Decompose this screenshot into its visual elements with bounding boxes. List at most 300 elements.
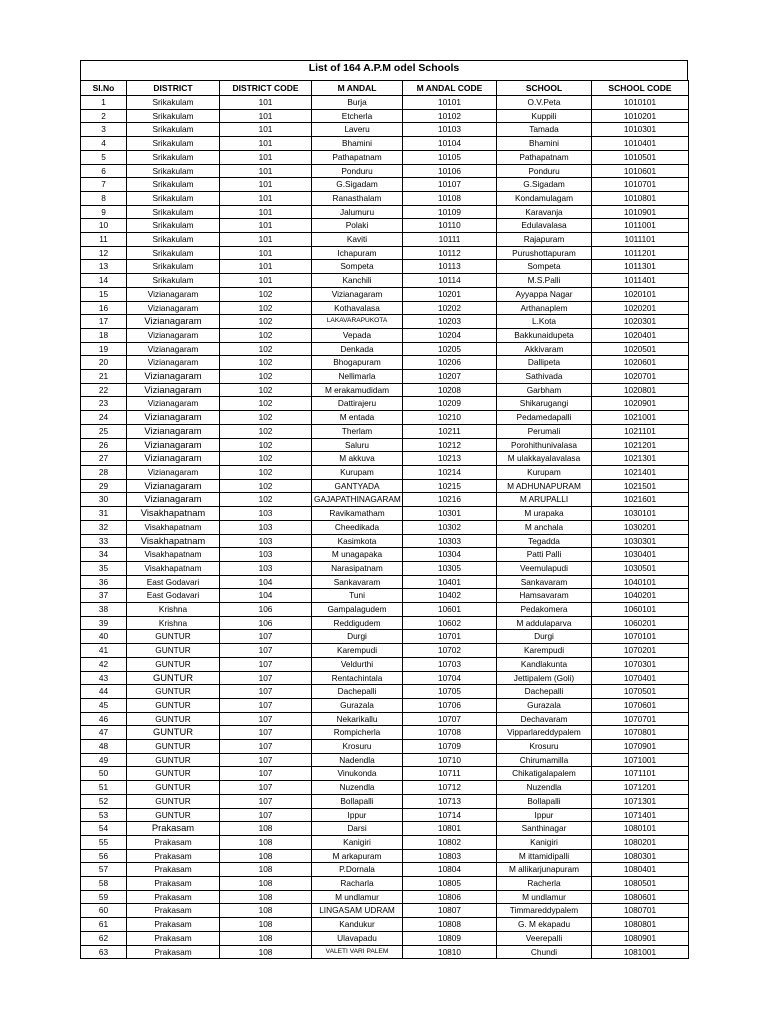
header-mandal-code: M ANDAL CODE bbox=[403, 81, 497, 96]
table-row bbox=[81, 877, 689, 891]
cell-school: Sompeta bbox=[497, 260, 592, 274]
cell-mandal: Krosuru bbox=[312, 740, 403, 754]
cell-district: Srikakulam bbox=[127, 150, 220, 164]
cell-school: Akkivaram bbox=[497, 342, 592, 356]
cell-district-code: 108 bbox=[220, 945, 312, 959]
cell-school-code: 1080401 bbox=[592, 863, 689, 877]
cell-mandal-code: 10803 bbox=[403, 849, 497, 863]
table-row bbox=[81, 178, 689, 192]
table-row bbox=[81, 767, 689, 781]
table-row bbox=[81, 548, 689, 562]
table-row bbox=[81, 205, 689, 219]
cell-school: M.S.Palli bbox=[497, 274, 592, 288]
cell-school: Pathapatnam bbox=[497, 150, 592, 164]
cell-mandal-code: 10212 bbox=[403, 438, 497, 452]
cell-district: Prakasam bbox=[127, 822, 220, 836]
cell-school: Kondamulagam bbox=[497, 191, 592, 205]
cell-school-code: 1010401 bbox=[592, 137, 689, 151]
cell-school-code: 1020101 bbox=[592, 287, 689, 301]
cell-school: Racherla bbox=[497, 877, 592, 891]
table-row bbox=[81, 109, 689, 123]
cell-mandal-code: 10708 bbox=[403, 726, 497, 740]
cell-district: Vizianagaram bbox=[127, 452, 220, 466]
cell-district-code: 101 bbox=[220, 260, 312, 274]
cell-school: M undlamur bbox=[497, 890, 592, 904]
table-row bbox=[81, 918, 689, 932]
cell-district: GUNTUR bbox=[127, 794, 220, 808]
cell-school-code: 1080601 bbox=[592, 890, 689, 904]
cell-district: Vizianagaram bbox=[127, 411, 220, 425]
cell-district-code: 107 bbox=[220, 712, 312, 726]
cell-mandal: Nekarikallu bbox=[312, 712, 403, 726]
cell-district-code: 101 bbox=[220, 150, 312, 164]
cell-district-code: 103 bbox=[220, 507, 312, 521]
cell-mandal-code: 10206 bbox=[403, 356, 497, 370]
cell-slno: 40 bbox=[81, 630, 127, 644]
cell-district: Prakasam bbox=[127, 835, 220, 849]
cell-school-code: 1011001 bbox=[592, 219, 689, 233]
cell-mandal: Sompeta bbox=[312, 260, 403, 274]
cell-school-code: 1070501 bbox=[592, 685, 689, 699]
cell-mandal-code: 10102 bbox=[403, 109, 497, 123]
cell-school: M ulakkayalavalasa bbox=[497, 452, 592, 466]
cell-district: Prakasam bbox=[127, 918, 220, 932]
cell-district-code: 101 bbox=[220, 137, 312, 151]
cell-school-code: 1021401 bbox=[592, 465, 689, 479]
cell-mandal-code: 10216 bbox=[403, 493, 497, 507]
cell-district-code: 108 bbox=[220, 849, 312, 863]
cell-slno: 60 bbox=[81, 904, 127, 918]
cell-district: Krishna bbox=[127, 616, 220, 630]
cell-district: Srikakulam bbox=[127, 219, 220, 233]
cell-school-code: 1030101 bbox=[592, 507, 689, 521]
header-mandal: M ANDAL bbox=[312, 81, 403, 96]
cell-district: Vizianagaram bbox=[127, 493, 220, 507]
table-row bbox=[81, 726, 689, 740]
cell-district-code: 102 bbox=[220, 315, 312, 329]
cell-district-code: 102 bbox=[220, 411, 312, 425]
cell-school: M anchala bbox=[497, 520, 592, 534]
cell-school: L.Kota bbox=[497, 315, 592, 329]
cell-school: Tegadda bbox=[497, 534, 592, 548]
header-school: SCHOOL bbox=[497, 81, 592, 96]
cell-district-code: 101 bbox=[220, 219, 312, 233]
table-row bbox=[81, 671, 689, 685]
cell-district: Vizianagaram bbox=[127, 370, 220, 384]
cell-district-code: 103 bbox=[220, 520, 312, 534]
cell-mandal: Kothavalasa bbox=[312, 301, 403, 315]
cell-school: Hamsavaram bbox=[497, 589, 592, 603]
table-row bbox=[81, 904, 689, 918]
cell-mandal-code: 10808 bbox=[403, 918, 497, 932]
cell-school-code: 1080901 bbox=[592, 931, 689, 945]
table-row bbox=[81, 383, 689, 397]
cell-slno: 55 bbox=[81, 835, 127, 849]
cell-mandal: Kaviti bbox=[312, 233, 403, 247]
cell-mandal-code: 10702 bbox=[403, 644, 497, 658]
cell-mandal-code: 10111 bbox=[403, 233, 497, 247]
cell-district: GUNTUR bbox=[127, 726, 220, 740]
cell-school: G.Sigadam bbox=[497, 178, 592, 192]
cell-mandal-code: 10304 bbox=[403, 548, 497, 562]
cell-mandal-code: 10107 bbox=[403, 178, 497, 192]
cell-mandal: Bhogapuram bbox=[312, 356, 403, 370]
cell-district: Vizianagaram bbox=[127, 315, 220, 329]
cell-district-code: 107 bbox=[220, 657, 312, 671]
cell-mandal: Gurazala bbox=[312, 698, 403, 712]
cell-district: Vizianagaram bbox=[127, 356, 220, 370]
cell-slno: 11 bbox=[81, 233, 127, 247]
cell-district: GUNTUR bbox=[127, 657, 220, 671]
cell-school: Veerepalli bbox=[497, 931, 592, 945]
cell-mandal: Ippur bbox=[312, 808, 403, 822]
table-row bbox=[81, 465, 689, 479]
cell-school: Bhamini bbox=[497, 137, 592, 151]
cell-mandal-code: 10602 bbox=[403, 616, 497, 630]
table-row bbox=[81, 849, 689, 863]
cell-district-code: 101 bbox=[220, 233, 312, 247]
cell-district-code: 106 bbox=[220, 616, 312, 630]
cell-school-code: 1070301 bbox=[592, 657, 689, 671]
cell-mandal: Dachepalli bbox=[312, 685, 403, 699]
cell-mandal-code: 10706 bbox=[403, 698, 497, 712]
cell-district: GUNTUR bbox=[127, 630, 220, 644]
cell-mandal: Durgi bbox=[312, 630, 403, 644]
cell-mandal: Nadendla bbox=[312, 753, 403, 767]
cell-mandal-code: 10101 bbox=[403, 96, 497, 110]
cell-school: M ARUPALLI bbox=[497, 493, 592, 507]
cell-school-code: 1011401 bbox=[592, 274, 689, 288]
cell-mandal: Ichapuram bbox=[312, 246, 403, 260]
cell-mandal-code: 10601 bbox=[403, 603, 497, 617]
cell-mandal-code: 10105 bbox=[403, 150, 497, 164]
cell-school: M urapaka bbox=[497, 507, 592, 521]
cell-mandal: G.Sigadam bbox=[312, 178, 403, 192]
cell-mandal-code: 10804 bbox=[403, 863, 497, 877]
table-row bbox=[81, 603, 689, 617]
cell-district-code: 102 bbox=[220, 383, 312, 397]
cell-school: Shikarugangi bbox=[497, 397, 592, 411]
cell-district-code: 102 bbox=[220, 301, 312, 315]
cell-district: Vizianagaram bbox=[127, 397, 220, 411]
cell-district: Prakasam bbox=[127, 877, 220, 891]
cell-slno: 1 bbox=[81, 96, 127, 110]
cell-slno: 46 bbox=[81, 712, 127, 726]
cell-school-code: 1071401 bbox=[592, 808, 689, 822]
cell-slno: 24 bbox=[81, 411, 127, 425]
cell-district: GUNTUR bbox=[127, 671, 220, 685]
cell-slno: 7 bbox=[81, 178, 127, 192]
cell-district: GUNTUR bbox=[127, 712, 220, 726]
cell-district: GUNTUR bbox=[127, 767, 220, 781]
cell-district: Vizianagaram bbox=[127, 287, 220, 301]
cell-district: Prakasam bbox=[127, 849, 220, 863]
cell-slno: 8 bbox=[81, 191, 127, 205]
table-row bbox=[81, 534, 689, 548]
cell-school-code: 1040201 bbox=[592, 589, 689, 603]
cell-mandal-code: 10402 bbox=[403, 589, 497, 603]
cell-slno: 51 bbox=[81, 781, 127, 795]
cell-school-code: 1070801 bbox=[592, 726, 689, 740]
table-row bbox=[81, 246, 689, 260]
cell-school: Gurazala bbox=[497, 698, 592, 712]
table-row bbox=[81, 315, 689, 329]
cell-district-code: 107 bbox=[220, 781, 312, 795]
table-row bbox=[81, 685, 689, 699]
cell-mandal: Bhamini bbox=[312, 137, 403, 151]
cell-mandal-code: 10201 bbox=[403, 287, 497, 301]
cell-mandal-code: 10305 bbox=[403, 561, 497, 575]
cell-district-code: 104 bbox=[220, 589, 312, 603]
cell-school-code: 1021101 bbox=[592, 424, 689, 438]
cell-district: Visakhapatnam bbox=[127, 534, 220, 548]
cell-district-code: 108 bbox=[220, 835, 312, 849]
cell-school-code: 1030201 bbox=[592, 520, 689, 534]
cell-school-code: 1011301 bbox=[592, 260, 689, 274]
cell-district-code: 101 bbox=[220, 123, 312, 137]
cell-mandal-code: 10205 bbox=[403, 342, 497, 356]
cell-district-code: 107 bbox=[220, 808, 312, 822]
table-row bbox=[81, 575, 689, 589]
cell-district-code: 107 bbox=[220, 698, 312, 712]
cell-district: GUNTUR bbox=[127, 685, 220, 699]
cell-mandal-code: 10705 bbox=[403, 685, 497, 699]
table-row bbox=[81, 808, 689, 822]
cell-slno: 17 bbox=[81, 315, 127, 329]
cell-district: Prakasam bbox=[127, 863, 220, 877]
cell-mandal: Reddigudem bbox=[312, 616, 403, 630]
cell-school-code: 1080201 bbox=[592, 835, 689, 849]
cell-mandal: Therlam bbox=[312, 424, 403, 438]
cell-district: Srikakulam bbox=[127, 246, 220, 260]
cell-district: Vizianagaram bbox=[127, 438, 220, 452]
cell-district: GUNTUR bbox=[127, 781, 220, 795]
table-row bbox=[81, 740, 689, 754]
cell-slno: 16 bbox=[81, 301, 127, 315]
cell-school: M ittamidipalli bbox=[497, 849, 592, 863]
cell-slno: 33 bbox=[81, 534, 127, 548]
cell-slno: 37 bbox=[81, 589, 127, 603]
table-row bbox=[81, 630, 689, 644]
cell-district-code: 108 bbox=[220, 890, 312, 904]
table-row bbox=[81, 96, 689, 110]
cell-mandal-code: 10709 bbox=[403, 740, 497, 754]
cell-district: GUNTUR bbox=[127, 808, 220, 822]
table-row bbox=[81, 260, 689, 274]
table-row bbox=[81, 452, 689, 466]
cell-mandal-code: 10204 bbox=[403, 328, 497, 342]
cell-slno: 6 bbox=[81, 164, 127, 178]
cell-slno: 44 bbox=[81, 685, 127, 699]
cell-school: Chirumamilla bbox=[497, 753, 592, 767]
cell-district-code: 103 bbox=[220, 534, 312, 548]
cell-district: Srikakulam bbox=[127, 96, 220, 110]
cell-slno: 53 bbox=[81, 808, 127, 822]
cell-mandal: Kanigiri bbox=[312, 835, 403, 849]
cell-slno: 10 bbox=[81, 219, 127, 233]
cell-mandal-code: 10203 bbox=[403, 315, 497, 329]
table-body bbox=[81, 96, 689, 959]
cell-school-code: 1081001 bbox=[592, 945, 689, 959]
cell-mandal: Veldurthi bbox=[312, 657, 403, 671]
cell-slno: 43 bbox=[81, 671, 127, 685]
schools-table bbox=[80, 80, 689, 959]
table-row bbox=[81, 698, 689, 712]
table-row bbox=[81, 479, 689, 493]
cell-school-code: 1010101 bbox=[592, 96, 689, 110]
cell-district-code: 101 bbox=[220, 109, 312, 123]
cell-school-code: 1071101 bbox=[592, 767, 689, 781]
cell-mandal: Pathapatnam bbox=[312, 150, 403, 164]
cell-mandal-code: 10213 bbox=[403, 452, 497, 466]
cell-school: M allikarjunapuram bbox=[497, 863, 592, 877]
cell-school-code: 1010301 bbox=[592, 123, 689, 137]
cell-mandal-code: 10710 bbox=[403, 753, 497, 767]
cell-district-code: 108 bbox=[220, 904, 312, 918]
cell-slno: 13 bbox=[81, 260, 127, 274]
cell-district: Srikakulam bbox=[127, 123, 220, 137]
cell-school-code: 1080801 bbox=[592, 918, 689, 932]
cell-slno: 47 bbox=[81, 726, 127, 740]
table-row bbox=[81, 753, 689, 767]
cell-mandal: P.Dornala bbox=[312, 863, 403, 877]
cell-slno: 28 bbox=[81, 465, 127, 479]
table-row bbox=[81, 507, 689, 521]
cell-school: Kurupam bbox=[497, 465, 592, 479]
cell-mandal: Darsi bbox=[312, 822, 403, 836]
cell-mandal: Jalumuru bbox=[312, 205, 403, 219]
cell-district-code: 101 bbox=[220, 246, 312, 260]
cell-mandal: M erakamudidam bbox=[312, 383, 403, 397]
cell-district: Vizianagaram bbox=[127, 424, 220, 438]
cell-mandal-code: 10302 bbox=[403, 520, 497, 534]
table-row bbox=[81, 123, 689, 137]
table-row bbox=[81, 397, 689, 411]
cell-school: Ippur bbox=[497, 808, 592, 822]
cell-school-code: 1070701 bbox=[592, 712, 689, 726]
cell-school: Dachepalli bbox=[497, 685, 592, 699]
cell-mandal: Cheedikada bbox=[312, 520, 403, 534]
cell-district-code: 108 bbox=[220, 918, 312, 932]
cell-school-code: 1020401 bbox=[592, 328, 689, 342]
table-row bbox=[81, 328, 689, 342]
cell-school-code: 1060101 bbox=[592, 603, 689, 617]
cell-slno: 30 bbox=[81, 493, 127, 507]
cell-school-code: 1021501 bbox=[592, 479, 689, 493]
table-row bbox=[81, 274, 689, 288]
cell-slno: 54 bbox=[81, 822, 127, 836]
cell-mandal: Kurupam bbox=[312, 465, 403, 479]
cell-mandal-code: 10801 bbox=[403, 822, 497, 836]
cell-district: Prakasam bbox=[127, 904, 220, 918]
cell-mandal: Racharla bbox=[312, 877, 403, 891]
cell-school-code: 1070101 bbox=[592, 630, 689, 644]
cell-district-code: 102 bbox=[220, 493, 312, 507]
cell-school-code: 1080701 bbox=[592, 904, 689, 918]
cell-school: Karempudi bbox=[497, 644, 592, 658]
cell-district-code: 102 bbox=[220, 438, 312, 452]
cell-mandal: Vizianagaram bbox=[312, 287, 403, 301]
cell-school-code: 1020301 bbox=[592, 315, 689, 329]
cell-district-code: 102 bbox=[220, 465, 312, 479]
cell-slno: 41 bbox=[81, 644, 127, 658]
cell-mandal: Polaki bbox=[312, 219, 403, 233]
cell-school-code: 1021601 bbox=[592, 493, 689, 507]
cell-mandal-code: 10703 bbox=[403, 657, 497, 671]
table-row bbox=[81, 219, 689, 233]
table-row bbox=[81, 712, 689, 726]
cell-slno: 32 bbox=[81, 520, 127, 534]
cell-district-code: 107 bbox=[220, 630, 312, 644]
cell-school: Ayyappa Nagar bbox=[497, 287, 592, 301]
cell-school-code: 1070901 bbox=[592, 740, 689, 754]
cell-mandal-code: 10809 bbox=[403, 931, 497, 945]
cell-school: G. M ekapadu bbox=[497, 918, 592, 932]
table-row bbox=[81, 822, 689, 836]
cell-mandal-code: 10805 bbox=[403, 877, 497, 891]
cell-school-code: 1021201 bbox=[592, 438, 689, 452]
cell-district: Vizianagaram bbox=[127, 479, 220, 493]
cell-school: Sathivada bbox=[497, 370, 592, 384]
cell-district: Srikakulam bbox=[127, 109, 220, 123]
cell-district-code: 107 bbox=[220, 726, 312, 740]
cell-district: Vizianagaram bbox=[127, 383, 220, 397]
cell-slno: 21 bbox=[81, 370, 127, 384]
cell-district-code: 103 bbox=[220, 548, 312, 562]
cell-district: Srikakulam bbox=[127, 164, 220, 178]
cell-district: GUNTUR bbox=[127, 698, 220, 712]
cell-slno: 15 bbox=[81, 287, 127, 301]
cell-school: Purushottapuram bbox=[497, 246, 592, 260]
table-row bbox=[81, 931, 689, 945]
cell-school-code: 1021301 bbox=[592, 452, 689, 466]
cell-mandal: Dattirajeru bbox=[312, 397, 403, 411]
cell-mandal: Laveru bbox=[312, 123, 403, 137]
table-row bbox=[81, 945, 689, 959]
cell-school: M addulaparva bbox=[497, 616, 592, 630]
cell-district-code: 102 bbox=[220, 370, 312, 384]
cell-mandal: M undlamur bbox=[312, 890, 403, 904]
cell-slno: 18 bbox=[81, 328, 127, 342]
page-title: List of 164 A.P.M odel Schools bbox=[80, 60, 688, 74]
cell-mandal: Kandukur bbox=[312, 918, 403, 932]
table-row bbox=[81, 890, 689, 904]
table-row bbox=[81, 164, 689, 178]
table-row bbox=[81, 520, 689, 534]
cell-mandal: M entada bbox=[312, 411, 403, 425]
cell-slno: 63 bbox=[81, 945, 127, 959]
cell-district: Krishna bbox=[127, 603, 220, 617]
cell-school: Bollapalli bbox=[497, 794, 592, 808]
cell-slno: 61 bbox=[81, 918, 127, 932]
cell-school: Santhinagar bbox=[497, 822, 592, 836]
cell-mandal: M arkapuram bbox=[312, 849, 403, 863]
cell-school: Ponduru bbox=[497, 164, 592, 178]
cell-school: Bakkunaidupeta bbox=[497, 328, 592, 342]
cell-school-code: 1021001 bbox=[592, 411, 689, 425]
cell-mandal: Saluru bbox=[312, 438, 403, 452]
cell-mandal-code: 10704 bbox=[403, 671, 497, 685]
cell-mandal-code: 10114 bbox=[403, 274, 497, 288]
cell-school: Vipparlareddypalem bbox=[497, 726, 592, 740]
cell-mandal-code: 10210 bbox=[403, 411, 497, 425]
table-row bbox=[81, 616, 689, 630]
cell-school: Sankavaram bbox=[497, 575, 592, 589]
cell-school-code: 1071301 bbox=[592, 794, 689, 808]
cell-district-code: 108 bbox=[220, 877, 312, 891]
cell-mandal: Karempudi bbox=[312, 644, 403, 658]
cell-school-code: 1010801 bbox=[592, 191, 689, 205]
